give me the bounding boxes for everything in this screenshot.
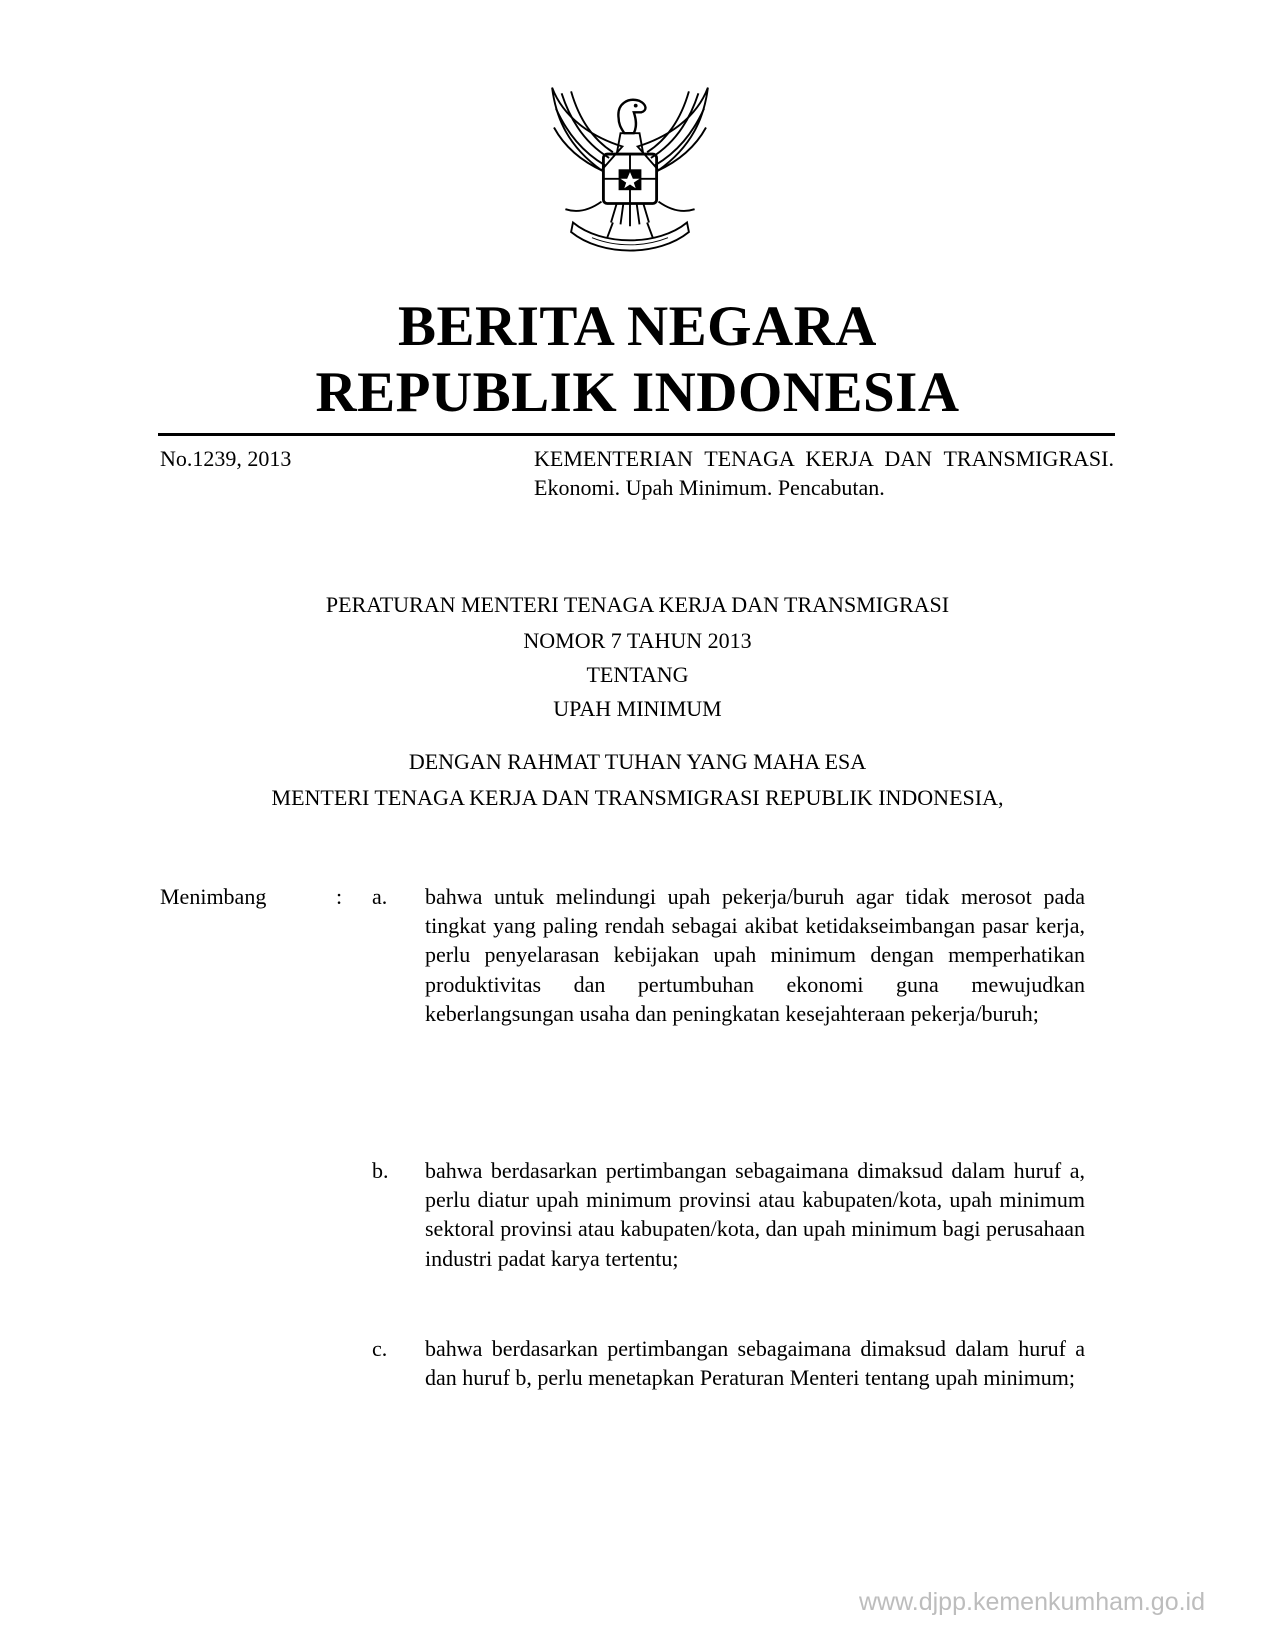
- regulation-number: NOMOR 7 TAHUN 2013: [523, 628, 752, 653]
- menimbang-item-letter: c.: [372, 1336, 388, 1361]
- menimbang-label: Menimbang: [160, 884, 267, 909]
- gazette-number: No.1239, 2013: [160, 446, 292, 471]
- regulation-subject: UPAH MINIMUM: [553, 696, 722, 721]
- menimbang-item-text: bahwa berdasarkan pertimbangan sebagaimana dimaksud dalam huruf a dan huruf b, perlu menetapkan Peraturan Menteri tentang upah minimum;: [425, 1336, 1085, 1391]
- preamble-rahmat: DENGAN RAHMAT TUHAN YANG MAHA ESA: [408, 749, 867, 774]
- menimbang-colon: :: [336, 884, 343, 909]
- gazette-title-line2: REPUBLIK INDONESIA: [315, 361, 960, 424]
- footer-watermark-url: www.djpp.kemenkumham.go.id: [859, 1588, 1205, 1616]
- garuda-emblem-icon: [535, 80, 725, 270]
- regulation-title-line1: PERATURAN MENTERI TENAGA KERJA DAN TRANSMIGRASI: [325, 592, 950, 617]
- preamble-menteri: MENTERI TENAGA KERJA DAN TRANSMIGRASI REPUBLIK INDONESIA,: [271, 785, 1004, 810]
- gazette-description: KEMENTERIAN TENAGA KERJA DAN TRANSMIGRASI. Ekonomi. Upah Minimum. Pencabutan.: [534, 446, 1114, 500]
- menimbang-item-text: bahwa berdasarkan pertimbangan sebagaimana dimaksud dalam huruf a, perlu diatur upah minimum provinsi atau kabupaten/kota, upah minimum sektoral provinsi atau kabupaten/kota, dan upah minimum bagi perusahaan industri padat karya tertentu;: [425, 1158, 1085, 1271]
- regulation-tentang: TENTANG: [586, 662, 689, 687]
- gazette-title-line1: BERITA NEGARA: [398, 295, 877, 358]
- menimbang-item-letter: b.: [372, 1158, 389, 1183]
- menimbang-item-letter: a.: [372, 884, 388, 909]
- header-divider: [158, 433, 1115, 436]
- menimbang-item-text: bahwa untuk melindungi upah pekerja/buruh agar tidak merosot pada tingkat yang paling rendah sebagai akibat ketidakseimbangan pasar kerja, perlu penyelarasan kebijakan upah minimum dengan memperhatikan produktivitas dan pertumbuhan ekonomi guna mewujudkan keberlangsungan usaha dan peningkatan kesejahteraan pekerja/buruh;: [425, 884, 1085, 1026]
